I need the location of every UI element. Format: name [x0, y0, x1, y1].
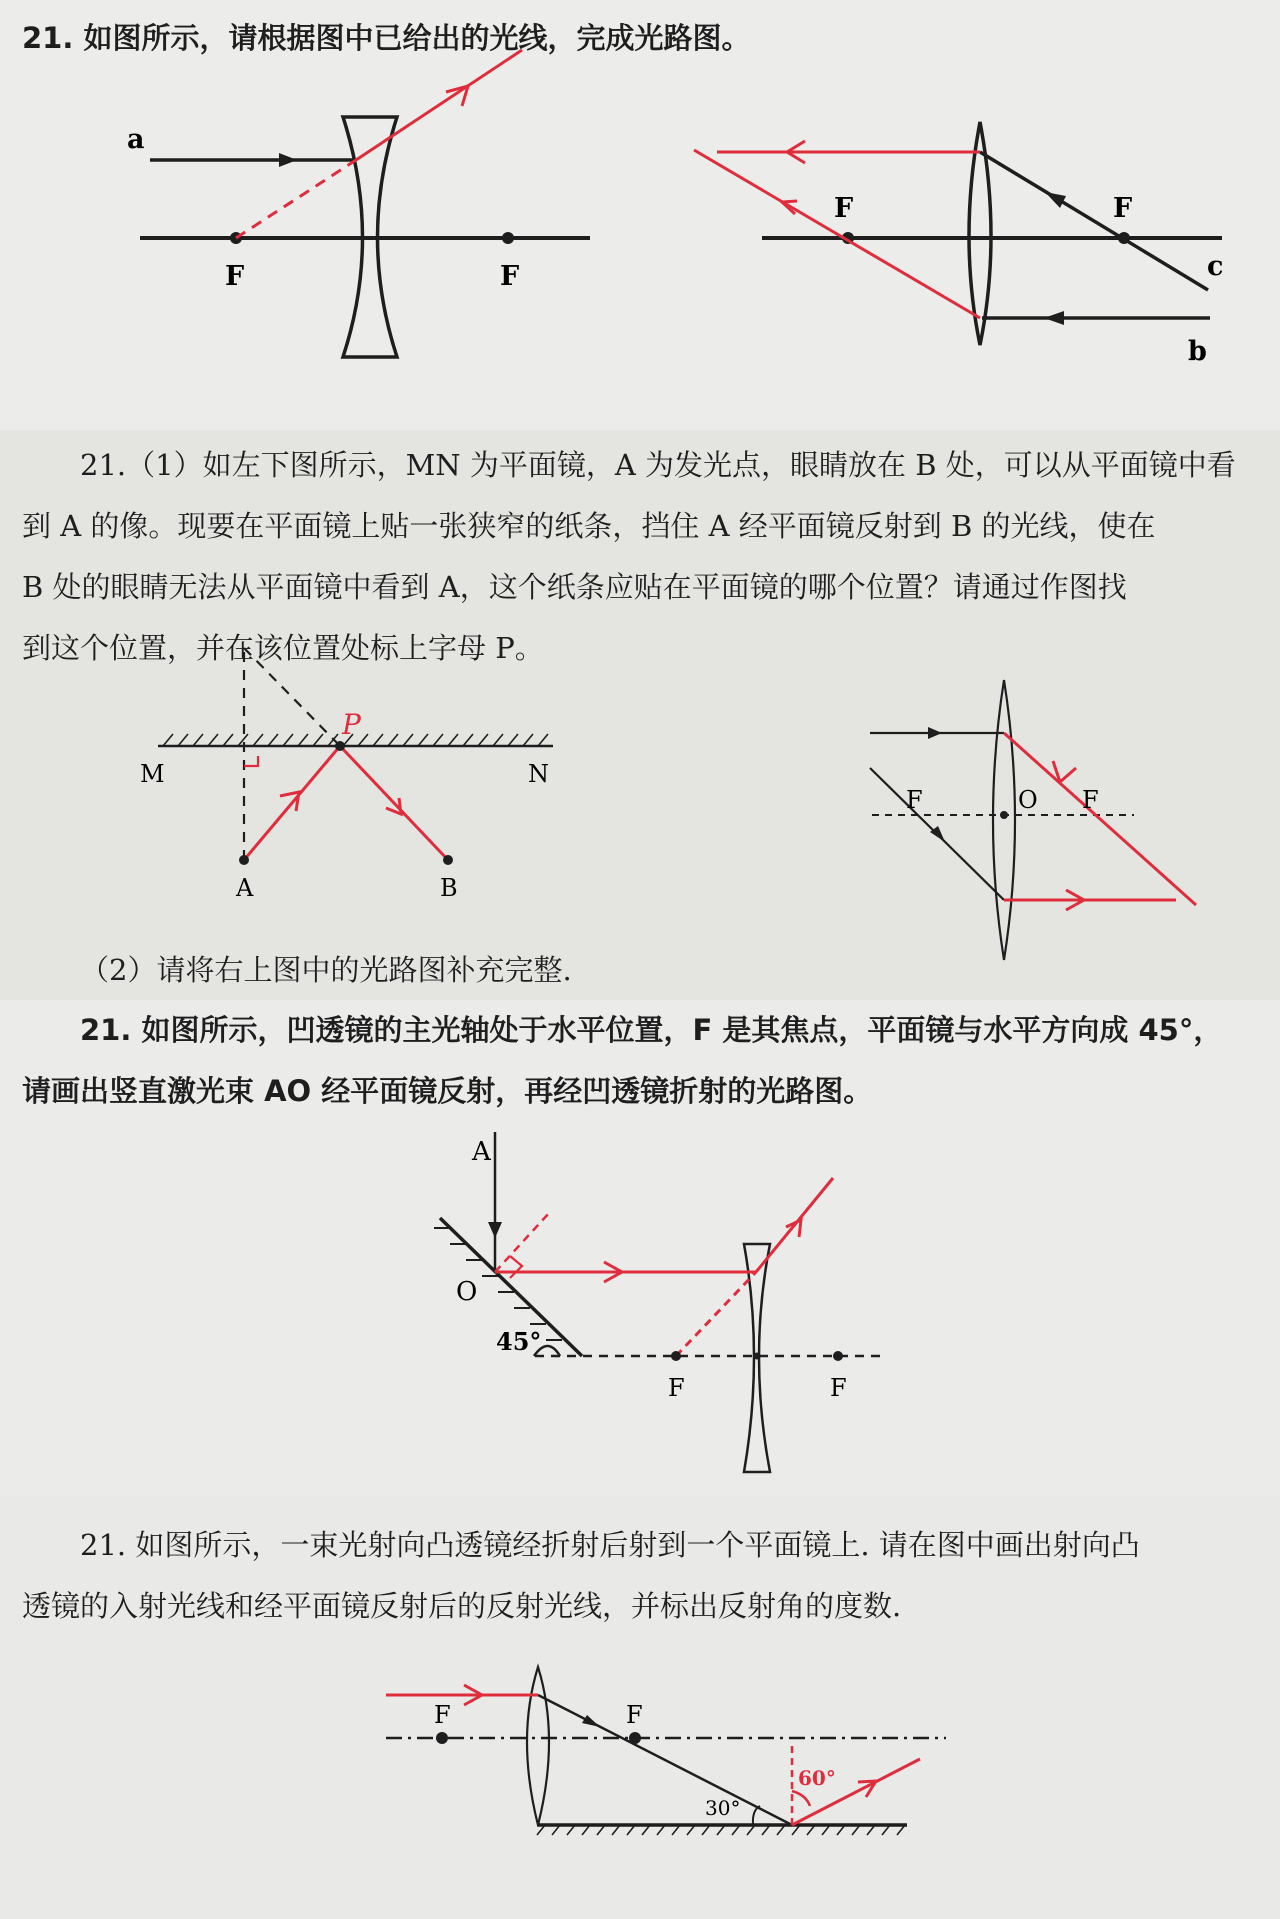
label-60-degrees: 60° [798, 1766, 836, 1790]
ray-b-arrow [1044, 311, 1064, 325]
refracted-ray-arrow-4 [582, 1715, 600, 1727]
label-n: N [528, 760, 549, 788]
refracted-ray-to-mirror [538, 1695, 792, 1825]
q3-diagram [0, 1000, 1280, 1495]
q2-line-3: B 处的眼睛无法从平面镜中看到 A，这个纸条应贴在平面镜的哪个位置？请通过作图找 [22, 570, 1127, 604]
ray-c [980, 152, 1208, 290]
q3-line-1: 21. 如图所示，凹透镜的主光轴处于水平位置，F 是其焦点，平面镜与水平方向成 45°， [80, 1013, 1223, 1047]
label-b-point: B [440, 874, 458, 902]
label-p-handwritten: P [342, 708, 361, 741]
refracted-ray-b [694, 150, 980, 318]
incident-ray-ao-arrow [488, 1222, 502, 1238]
label-f-5: F [906, 786, 923, 814]
question-3-mirror-concave [0, 1000, 1280, 1495]
convex-lens-3 [527, 1667, 549, 1825]
label-f-6: F [1082, 786, 1099, 814]
q4-line-1: 21. 如图所示，一束光射向凸透镜经折射后射到一个平面镜上. 请在图中画出射向凸 [80, 1528, 1140, 1562]
optical-center-2 [754, 1353, 761, 1360]
convex-lens-2 [993, 680, 1015, 960]
label-b: b [1188, 336, 1207, 367]
parallel-ray-arrow [928, 727, 942, 739]
question-1-title: 21. 如图所示，请根据图中已给出的光线，完成光路图。 [22, 21, 751, 55]
label-f-4: F [1113, 193, 1133, 224]
label-f-10: F [626, 1701, 643, 1729]
focal-point-4 [833, 1351, 843, 1361]
q2-line-1: 21.（1）如左下图所示，MN 为平面镜，A 为发光点，眼睛放在 B 处，可以从平面镜中看 [80, 448, 1236, 482]
label-o-q3: O [456, 1277, 478, 1307]
refracted-ray-3 [756, 1178, 833, 1272]
question-1-concave-convex [0, 0, 1280, 430]
optical-center [1000, 811, 1008, 819]
refracted-ray-through-f [1004, 733, 1196, 905]
q4-diagram [0, 1495, 1280, 1919]
label-30-degrees: 30° [705, 1796, 741, 1820]
label-a-q3: A [472, 1137, 491, 1167]
question-2-mirror-and-lens [0, 430, 1280, 1000]
label-m: M [140, 760, 165, 788]
label-f-3: F [834, 193, 854, 224]
question-4-convex-mirror [0, 1495, 1280, 1919]
normal-line [495, 1212, 550, 1272]
angle-arc-60 [792, 1791, 810, 1806]
q3-line-2: 请画出竖直激光束 AO 经平面镜反射，再经凹透镜折射的光路图。 [22, 1074, 873, 1108]
q2-line-4: 到这个位置，并在该位置处标上字母 P。 [22, 631, 544, 665]
label-f-7: F [668, 1374, 685, 1402]
q2-convex-lens-diagram [0, 430, 1280, 1000]
focal-point-5 [436, 1732, 448, 1744]
virtual-extension-2 [676, 1272, 756, 1356]
focal-point-3 [671, 1351, 681, 1361]
q2-part-2: （2）请将右上图中的光路图补充完整. [80, 953, 572, 987]
right-angle-mark-2 [510, 1256, 522, 1278]
q2-line-2: 到 A 的像。现要在平面镜上贴一张狭窄的纸条，挡住 A 经平面镜反射到 B 的光线，使在 [22, 509, 1156, 543]
q1-convex-lens-diagram [0, 0, 1280, 430]
label-f-9: F [434, 1701, 451, 1729]
label-a-point: A [236, 874, 254, 902]
ray-c-arrow [1045, 192, 1066, 208]
label-45-degrees: 45° [496, 1327, 542, 1356]
label-o: O [1018, 786, 1038, 814]
label-f-right: F [500, 261, 520, 292]
focal-point-6 [629, 1732, 641, 1744]
focal-point-right-2 [1118, 232, 1130, 244]
label-c: c [1207, 251, 1224, 282]
q4-line-2: 透镜的入射光线和经平面镜反射后的反射光线，并标出反射角的度数. [22, 1589, 902, 1623]
label-f-left: F [225, 261, 245, 292]
mirror-hatching-2 [434, 1228, 562, 1340]
label-a: a [127, 124, 145, 155]
label-f-8: F [830, 1374, 847, 1402]
